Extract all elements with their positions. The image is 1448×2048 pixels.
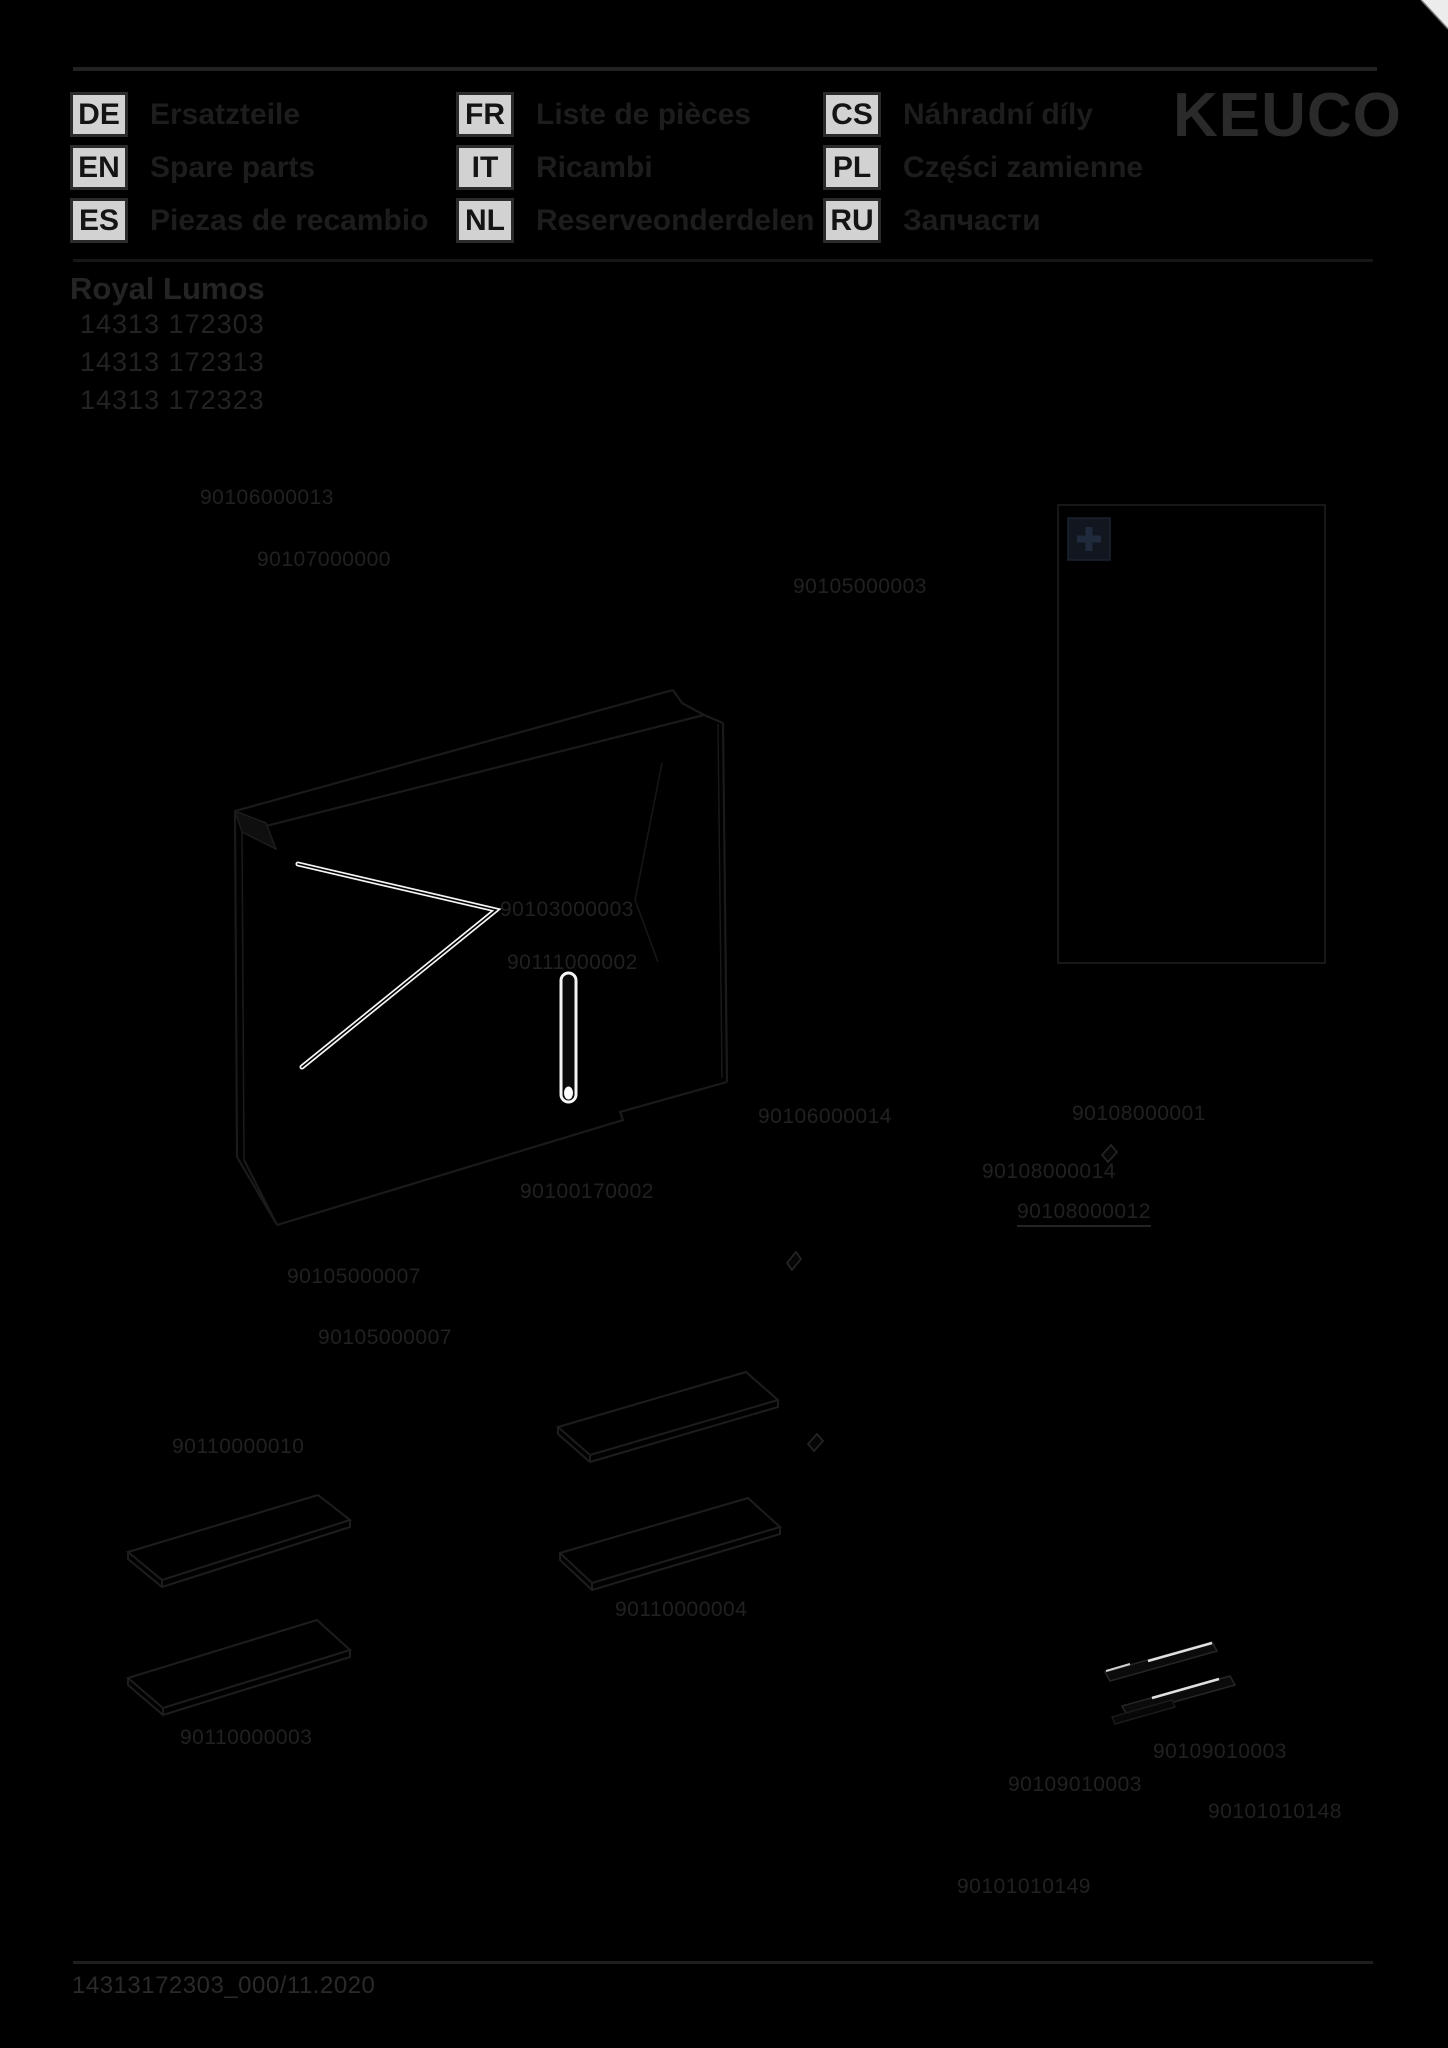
lang-label-fr: Liste de pièces — [536, 98, 752, 131]
shelf-clip-icon — [808, 1434, 823, 1451]
part-number-label: 90105000003 — [793, 575, 927, 598]
product-code: 14313 172313 — [80, 347, 265, 377]
shelf-clip-icon — [787, 1252, 801, 1270]
part-number-label: 90106000014 — [758, 1105, 892, 1128]
document-id: 14313172303_000/11.2020 — [72, 1972, 376, 1999]
door-right-edge — [718, 724, 722, 1078]
cabinet-corner-cap — [235, 811, 276, 849]
lang-label-es: Piezas de recambio — [150, 204, 429, 237]
lang-badge-en: EN — [70, 145, 128, 190]
lang-label-ru: Запчасти — [903, 204, 1041, 237]
part-number-label: 90111000002 — [507, 951, 638, 974]
lang-badge-ru: RU — [823, 198, 881, 243]
cabinet-bottom-left-corner — [237, 1157, 277, 1225]
lang-label-en: Spare parts — [150, 151, 316, 184]
lang-label-de: Ersatzteile — [150, 98, 301, 131]
part-number-label: 90110000003 — [180, 1726, 313, 1749]
product-name: Royal Lumos — [70, 271, 265, 306]
part-number-label: 90100170002 — [520, 1180, 654, 1203]
corner-light-profile — [298, 864, 496, 1067]
mounting-rail — [1105, 1642, 1217, 1681]
part-number-label: 90105000007 — [318, 1326, 452, 1349]
glass-shelf — [128, 1495, 350, 1587]
part-number-label: 90109010003 — [1008, 1773, 1142, 1796]
lang-badge-fr: FR — [456, 92, 514, 137]
part-number-label: 90106000013 — [200, 486, 334, 509]
keuco-logo: KEUCO — [1173, 81, 1402, 150]
lang-label-it: Ricambi — [536, 151, 653, 184]
glass-shelf — [558, 1372, 778, 1462]
vertical-light-outline — [561, 973, 576, 1102]
product-code: 14313 172323 — [80, 385, 265, 415]
lang-label-cs: Náhradní díly — [903, 98, 1094, 131]
lang-label-nl: Reserveonderdelen — [536, 204, 815, 237]
lang-badge-pl: PL — [823, 145, 881, 190]
glass-shelf — [560, 1498, 780, 1590]
corner-light-highlight — [298, 864, 496, 1067]
cabinet-top-back-edge — [235, 690, 673, 811]
part-number-label: 90110000010 — [172, 1435, 305, 1458]
glass-shelf — [128, 1620, 350, 1715]
vertical-light-tip — [564, 1087, 573, 1100]
page-curl — [1421, 0, 1448, 29]
part-number-label: 90107000000 — [257, 548, 391, 571]
cabinet-top-front-edge — [242, 715, 704, 832]
cabinet-carcass — [235, 690, 727, 1225]
part-number-label: 90101010148 — [1208, 1800, 1342, 1823]
mirror-panel-outline — [1058, 505, 1325, 963]
part-number-label: 90110000004 — [615, 1598, 748, 1621]
cabinet-left-front-edge — [242, 832, 244, 1160]
lang-badge-es: ES — [70, 198, 128, 243]
part-number-label: 90103000003 — [500, 898, 634, 921]
corner-light-core — [298, 864, 496, 1067]
cabinet-left-back-edge — [235, 811, 237, 1157]
cabinet-bottom-front-edge — [277, 1082, 727, 1225]
mounting-rails — [1105, 1642, 1235, 1724]
vertical-light-profile — [561, 973, 576, 1102]
lang-badge-cs: CS — [823, 92, 881, 137]
cabinet-top-right-step — [673, 690, 723, 723]
cabinet-right-edge — [723, 723, 727, 1082]
part-number-label: 90108000014 — [982, 1160, 1116, 1183]
mirror-panel — [1058, 505, 1325, 963]
lang-badge-it: IT — [456, 145, 514, 190]
lang-badge-nl: NL — [456, 198, 514, 243]
part-number-label: 90108000012 — [1017, 1200, 1151, 1227]
shelf-clips — [787, 1145, 1117, 1451]
part-number-label: 90109010003 — [1153, 1740, 1287, 1763]
product-code: 14313 172303 — [80, 309, 265, 339]
glass-shelves — [128, 1372, 780, 1715]
part-number-label: 90108000001 — [1072, 1102, 1206, 1125]
part-number-label: 90105000007 — [287, 1265, 421, 1288]
lang-badge-de: DE — [70, 92, 128, 137]
door-reflection-line — [635, 763, 662, 962]
lang-label-pl: Części zamienne — [903, 151, 1144, 184]
part-number-label: 90101010149 — [957, 1875, 1091, 1898]
